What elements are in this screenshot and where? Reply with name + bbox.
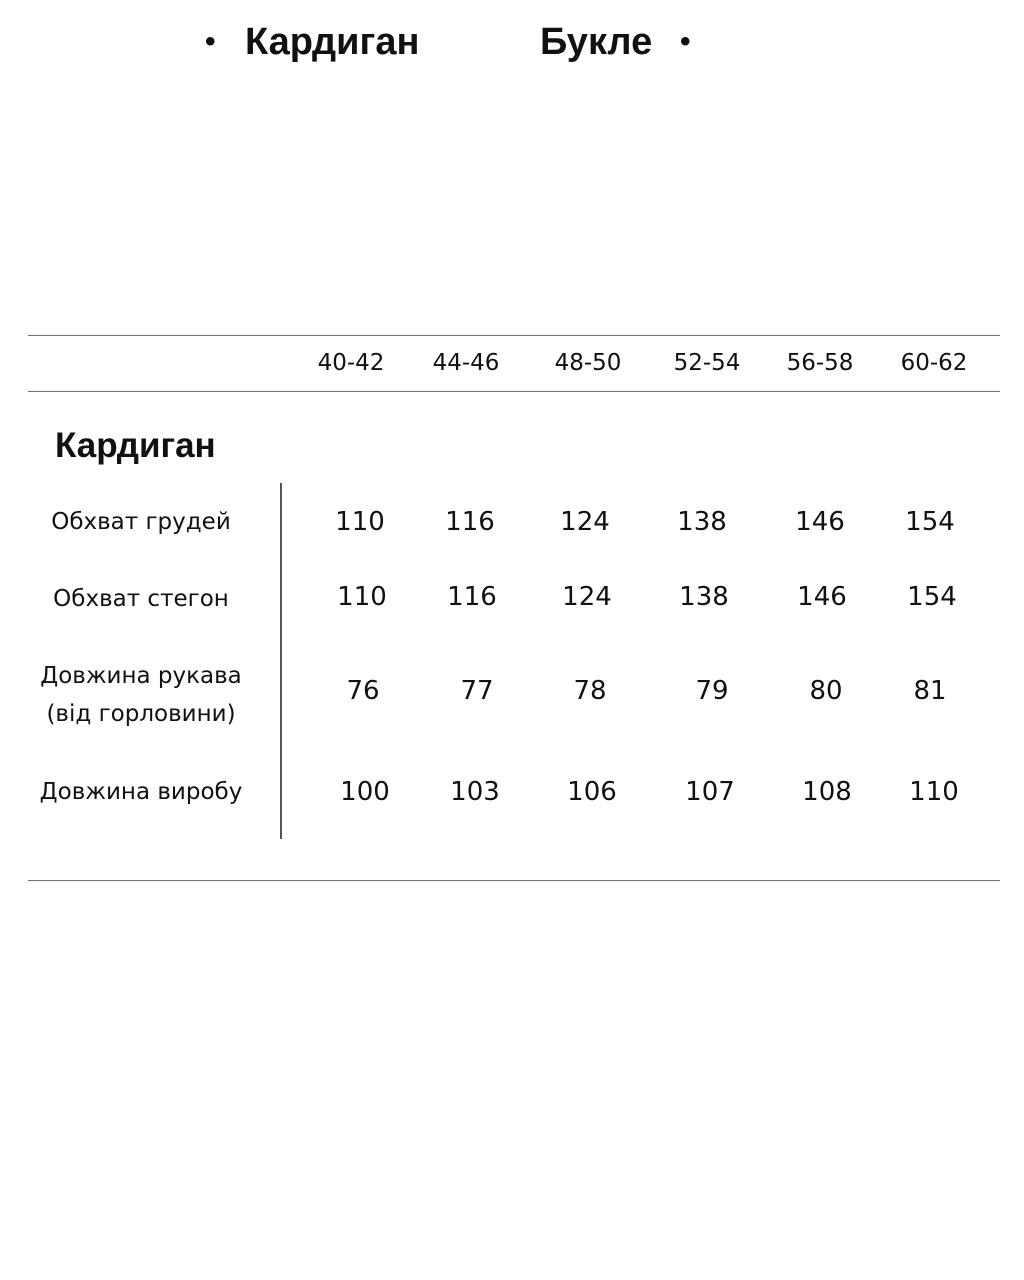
section-title: Кардиган <box>55 426 216 465</box>
value-cell: 146 <box>795 507 845 537</box>
size-header-cell: 56-58 <box>786 350 854 376</box>
title-bullet-right: • <box>680 25 691 58</box>
header-bottom-rule <box>28 391 1000 392</box>
label-column-divider <box>280 483 282 839</box>
value-cell: 107 <box>685 777 735 807</box>
table-top-rule <box>28 335 1000 336</box>
size-header-cell: 44-46 <box>432 350 500 376</box>
row-label: Обхват стегон <box>53 586 229 612</box>
size-header-cell: 52-54 <box>673 350 741 376</box>
value-cell: 79 <box>695 676 729 706</box>
value-cell: 154 <box>907 582 957 612</box>
value-cell: 77 <box>460 676 494 706</box>
value-cell: 108 <box>802 777 852 807</box>
value-cell: 138 <box>677 507 727 537</box>
row-label-line-1: Довжина рукава <box>40 663 242 689</box>
value-cell: 103 <box>450 777 500 807</box>
value-cell: 124 <box>562 582 612 612</box>
value-cell: 116 <box>447 582 497 612</box>
value-cell: 78 <box>573 676 607 706</box>
value-cell: 154 <box>905 507 955 537</box>
row-label-line-2: (від горловини) <box>46 701 236 727</box>
value-cell: 116 <box>445 507 495 537</box>
size-header-cell: 48-50 <box>554 350 622 376</box>
value-cell: 124 <box>560 507 610 537</box>
value-cell: 146 <box>797 582 847 612</box>
value-cell: 81 <box>913 676 947 706</box>
value-cell: 76 <box>346 676 380 706</box>
value-cell: 110 <box>335 507 385 537</box>
title-word-cardigan: Кардиган <box>245 21 420 63</box>
row-label: Довжина виробу <box>39 779 243 805</box>
title-bullet-left: • <box>205 25 216 58</box>
row-label: Обхват грудей <box>51 509 231 535</box>
title-word-boucle: Букле <box>540 21 653 63</box>
table-bottom-rule <box>28 880 1000 881</box>
size-header-cell: 60-62 <box>900 350 968 376</box>
value-cell: 100 <box>340 777 390 807</box>
value-cell: 110 <box>909 777 959 807</box>
size-header-cell: 40-42 <box>317 350 385 376</box>
value-cell: 106 <box>567 777 617 807</box>
value-cell: 138 <box>679 582 729 612</box>
value-cell: 80 <box>809 676 843 706</box>
value-cell: 110 <box>337 582 387 612</box>
